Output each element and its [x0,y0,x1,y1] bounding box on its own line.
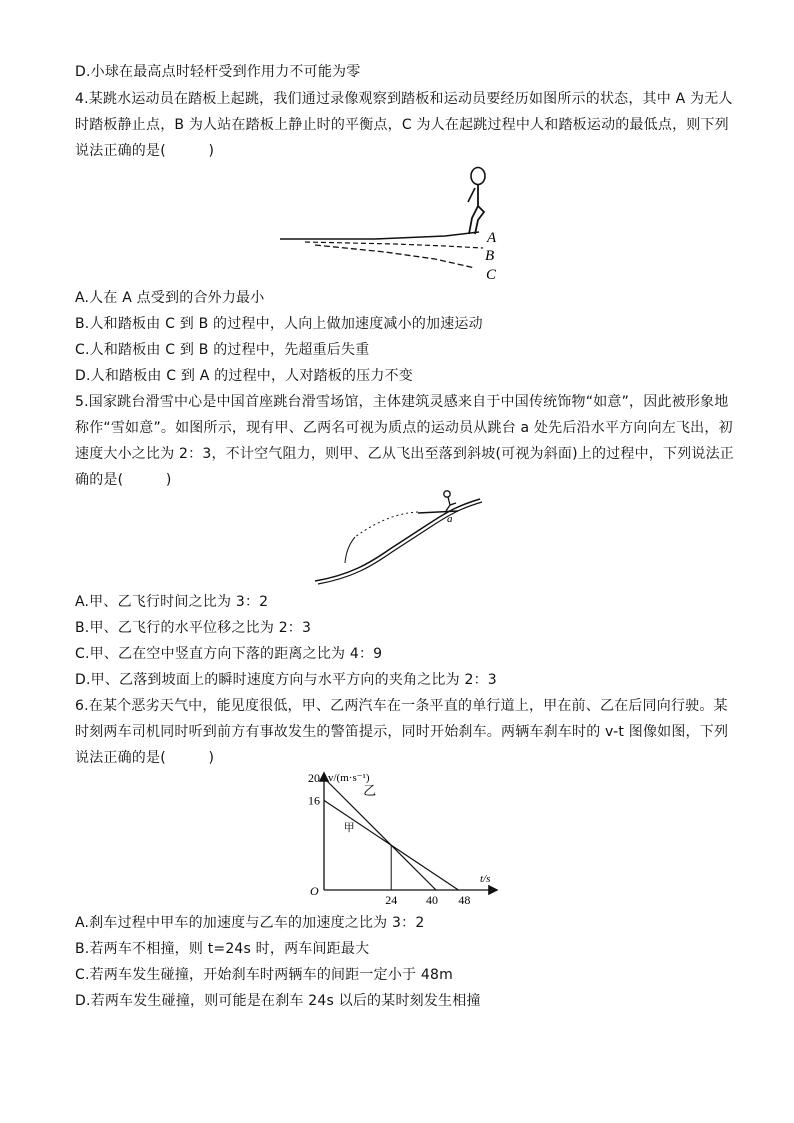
series-yi-label: 乙 [363,782,377,798]
y-tick-label-16: 16 [308,793,320,808]
q6-option-a: A.刹车过程中甲车的加速度与乙车的加速度之比为 3：2 [75,915,425,931]
athlete-head [471,168,485,185]
q5-stem-line-3: 速度大小之比为 2：3，不计空气阻力，则甲、乙从飞出至落到斜坡(可视为斜面)上的过程中，下列说法正 [75,446,734,462]
q5-option-c: C.甲、乙在空中竖直方向下落的距离之比为 4：9 [75,646,383,662]
q6-option-b: B.若两车不相撞，则 t=24s 时，两车间距最大 [75,941,370,957]
vt-chart [300,768,510,908]
athlete-arm [468,188,475,202]
trajectory-landing [345,537,355,563]
label-b: B [485,248,495,264]
q4-option-a: A.人在 A 点受到的合外力最小 [75,290,265,306]
q5-stem-line-1: 5.国家跳台滑雪中心是中国首座跳台滑雪场馆，主体建筑灵感来自于中国传统饰物“如意”，因此被形象地 [75,394,729,410]
q4-option-b: B.人和踏板由 C 到 B 的过程中，人向上做加速度减小的加速运动 [75,316,483,332]
series-yi-line [324,778,436,890]
x-tick-label-40: 40 [426,893,438,907]
y-tick-label-20: 20 [308,771,320,785]
label-c: C [486,267,497,283]
q4-stem-line-1: 4.某跳水运动员在踏板上起跳，我们通过录像观察到踏板和运动员要经历如图所示的状态，其中 A 为无人 [75,91,733,107]
q3-option-d: D.小球在最高点时轻杆受到作用力不可能为零 [75,64,361,80]
board-b-line [305,242,483,248]
q5-option-b: B.甲、乙飞行的水平位移之比为 2：3 [75,620,312,636]
q4-stem-line-2: 时踏板静止点，B 为人站在踏板上静止时的平衡点，C 为人在起跳过程中人和踏板运动的最低点，则下列 [75,117,729,133]
ski-jump-figure [310,485,490,590]
q5-stem-line-2: 称作“雪如意”。如图所示，现有甲、乙两名可视为质点的运动员从跳台 a 处先后沿水平方向向左飞出，初 [75,420,733,436]
skier-head [444,491,450,497]
q6-stem-line-1: 6.在某个恶劣天气中，能见度很低，甲、乙两汽车在一条平直的单行道上，甲在前、乙在后同向行驶。某 [75,698,728,714]
origin-label: O [310,884,319,898]
x-axis-label: t/s [480,873,491,885]
q4-option-c: C.人和踏板由 C 到 B 的过程中，先超重后失重 [75,342,370,358]
diving-board-figure [275,160,515,285]
y-axis-label: v/(m·s⁻¹) [328,772,370,784]
q4-stem-line-3: 说法正确的是( ) [75,143,215,159]
label-a: A [487,230,497,246]
q5-option-a: A.甲、乙飞行时间之比为 3：2 [75,594,269,610]
board-c-line [315,245,475,268]
board-a-line [280,232,479,239]
series-jia-label: 甲 [343,822,355,835]
label-a-point: a [447,513,453,525]
x-tick-label-24: 24 [385,893,398,907]
q6-option-c: C.若两车发生碰撞，开始刹车时两辆车的间距一定小于 48m [75,967,453,983]
q4-option-d: D.人和踏板由 C 到 A 的过程中，人对踏板的压力不变 [75,368,413,384]
q5-option-d: D.甲、乙落到坡面上的瞬时速度方向与水平方向的夹角之比为 2：3 [75,672,497,688]
q6-option-d: D.若两车发生碰撞，则可能是在刹车 24s 以后的某时刻发生相撞 [75,993,481,1009]
trajectory-dotted [355,512,418,537]
q6-stem-line-3: 说法正确的是( ) [75,750,215,766]
q5-stem-line-4: 确的是( ) [75,472,172,488]
q6-stem-line-2: 时刻两车司机同时听到前方有事故发生的警笛提示，同时开始刹车。两辆车刹车时的 v-t 图像如图，下列 [75,724,729,740]
x-tick-label-48: 48 [458,893,471,907]
